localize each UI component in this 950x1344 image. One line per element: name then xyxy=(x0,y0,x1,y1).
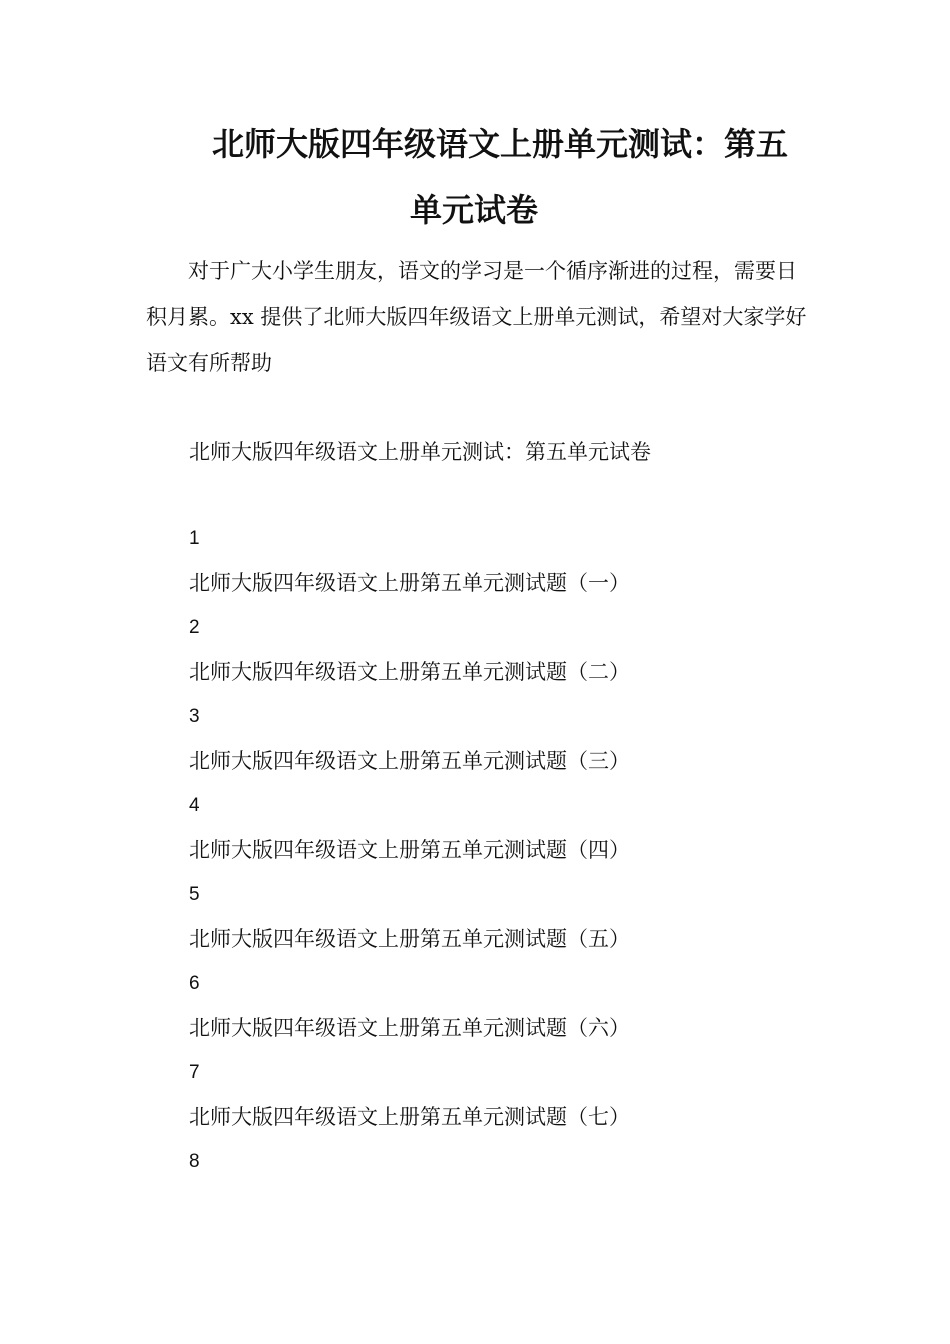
list-item xyxy=(189,524,630,613)
item-number: 5 xyxy=(189,884,200,905)
section-subtitle: 北师大版四年级语文上册单元测试：第五单元试卷 xyxy=(189,440,651,464)
document-title-line-1: 北师大版四年级语文上册单元测试：第五 xyxy=(212,125,789,163)
item-number: 7 xyxy=(189,1062,200,1083)
document-title-line-2: 单元试卷 xyxy=(410,191,539,229)
item-number: 8 xyxy=(189,1151,200,1172)
list-item xyxy=(189,880,630,969)
list-item xyxy=(189,1058,630,1147)
list-item xyxy=(189,969,630,1058)
item-title: 北师大版四年级语文上册第五单元测试题（五） xyxy=(189,927,630,951)
item-number: 4 xyxy=(189,795,200,816)
list-item xyxy=(189,702,630,791)
item-title: 北师大版四年级语文上册第五单元测试题（七） xyxy=(189,1105,630,1129)
list-item xyxy=(189,791,630,880)
item-number: 6 xyxy=(189,973,200,994)
item-number: 3 xyxy=(189,706,200,727)
intro-paragraph: 对于广大小学生朋友，语文的学习是一个循序渐进的过程，需要日积月累。xx 提供了北师大版四年级语文上册单元测试，希望对大家学好语文有所帮助 xyxy=(146,259,807,375)
test-list xyxy=(189,524,630,1191)
item-title: 北师大版四年级语文上册第五单元测试题（三） xyxy=(189,749,630,773)
item-number: 1 xyxy=(189,528,200,549)
item-title: 北师大版四年级语文上册第五单元测试题（一） xyxy=(189,571,630,595)
item-number: 2 xyxy=(189,617,200,638)
list-item xyxy=(189,613,630,702)
item-title: 北师大版四年级语文上册第五单元测试题（四） xyxy=(189,838,630,862)
list-item xyxy=(189,1147,630,1191)
item-title: 北师大版四年级语文上册第五单元测试题（二） xyxy=(189,660,630,684)
item-title: 北师大版四年级语文上册第五单元测试题（六） xyxy=(189,1016,630,1040)
